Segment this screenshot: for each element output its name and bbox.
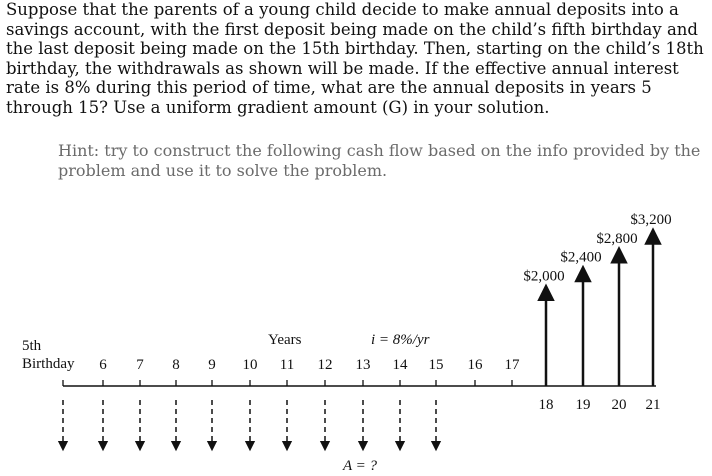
deposit-amount-label: A = ? [343, 458, 378, 474]
year-label: 10 [242, 357, 258, 373]
interest-rate-label: i = 8%/yr [371, 332, 430, 348]
deposit-arrows [63, 400, 436, 446]
hint-text: Hint: try to construct the following cash flow based on the info provided by the problem and use it to solve the problem. [58, 141, 701, 180]
withdrawal-labels [523, 212, 671, 284]
year-label: 18 [538, 397, 554, 413]
timeline-ticks [63, 380, 653, 386]
year-label: 14 [392, 357, 408, 373]
start-label-5th: 5th [22, 338, 42, 354]
lower-year-labels [539, 397, 661, 413]
year-label: 9 [208, 357, 216, 373]
start-label-birthday: Birthday [22, 356, 75, 372]
year-label: 17 [504, 357, 520, 373]
year-label: 11 [279, 357, 295, 373]
withdrawal-amount-label: $3,200 [630, 212, 672, 228]
year-label: 16 [467, 357, 483, 373]
problem-statement: Suppose that the parents of a young child decide to make annual deposits into a savings account, with the first deposit being made on the child’s fifth birthday and the last deposit being made on the 15th birthday. Then, starting on the child’s 18th birthday, the withdrawals as shown will be made. If the effective annual interest rate is 8% during this period of time, what are the annual deposits in years 5 through 15? Use a uniform gradient amount (G) in your solution. [6, 0, 704, 117]
year-label: 20 [611, 397, 627, 413]
withdrawal-amount-label: $2,000 [523, 268, 565, 285]
year-label: 13 [355, 357, 371, 373]
year-label: 8 [172, 357, 180, 373]
year-label: 7 [136, 357, 144, 373]
year-label: 19 [575, 397, 591, 413]
year-label: 6 [99, 357, 107, 373]
upper-year-labels [99, 357, 520, 373]
withdrawal-amount-label: $2,800 [596, 230, 638, 247]
axis-title-years: Years [268, 332, 302, 348]
withdrawal-amount-label: $2,400 [560, 249, 602, 266]
year-label: 15 [428, 357, 444, 373]
year-label: 12 [317, 357, 333, 373]
year-label: 21 [645, 397, 661, 413]
